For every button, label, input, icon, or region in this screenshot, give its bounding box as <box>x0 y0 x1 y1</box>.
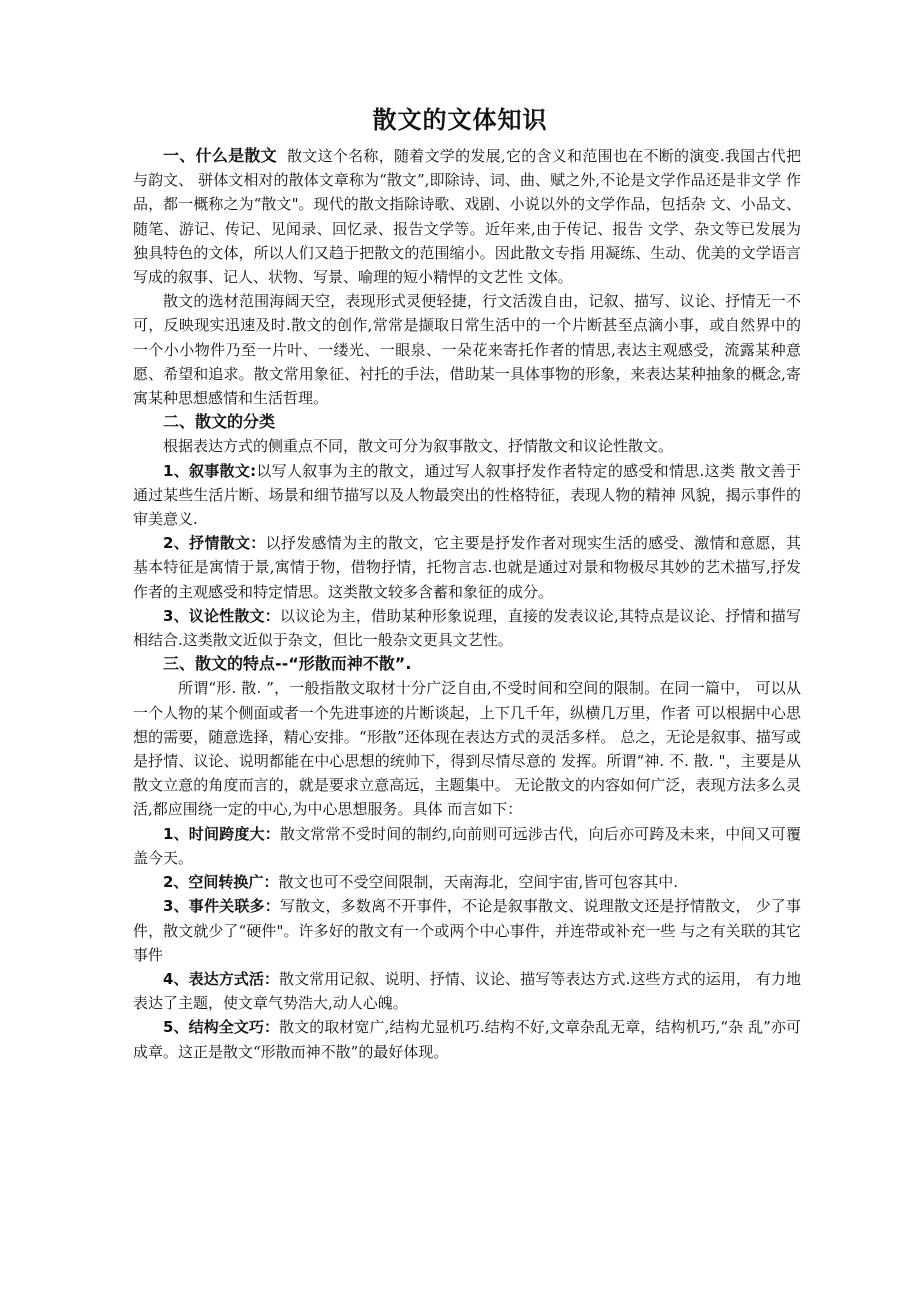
item-label: 2、抒情散文： <box>163 534 266 553</box>
item-label: 3、事件关联多： <box>163 897 280 916</box>
section-2-intro: 根据表达方式的侧重点不同，散文可分为叙事散文、抒情散文和议论性散文。 <box>163 437 674 456</box>
section-1-paragraph-1 <box>133 144 801 289</box>
section-3-item-4 <box>133 967 801 1015</box>
section-3-item-2 <box>133 870 801 894</box>
document-title: 散文的文体知识 <box>372 106 548 134</box>
section-1-text: 散文这个名称，随着文学的发展,它的含义和范围也在不断的演变.我国古代把与韵文、 骈体文相对的散体文章称为“散文”,即除诗、词、曲、赋之外,不论是文学作品还是非文学 作品，都一概称之为“散文"。现代的散文指除诗歌、戏剧、小说以外的文学作品，包括杂 文、小品文、随笔、游记、传记、见闻录、回忆录、报告文学等。近年来,由于传记、报告 文学、杂文等已发展为独具特色的文体，所以人们又趋于把散文的范围缩小。因此散文专指 用凝练、生动、优美的文学语言写成的叙事、记人、状物、写景、喻理的短小精悍的文艺性 文体。 <box>133 147 801 287</box>
item-text: 以写人叙事为主的散文，通过写人叙事抒发作者特定的感受和情思.这类 散文善于通过某些生活片断、场景和细节描写以及人物最突出的性格特征，表现人物的精神 风貌，揭示事件的审美意义. <box>133 461 802 529</box>
item-label: 4、表达方式活： <box>163 969 279 988</box>
item-label: 5、结构全文巧： <box>163 1018 280 1037</box>
item-text: 散文常用记叙、说明、抒情、议论、描写等表达方式.这些方式的运用， 有力地表达了主题，使文章气势浩大,动人心魄。 <box>133 969 801 1013</box>
section-1-heading: 一、什么是散文 <box>163 146 277 165</box>
item-text: 散文的取材宽广,结构尤显机巧.结构不好,文章杂乱无章，结构机巧,“杂 乱”亦可成章。这正是散文“形散而神不散”的最好体现。 <box>133 1018 801 1061</box>
section-2-item-3 <box>133 604 801 652</box>
section-2-item-1 <box>133 459 801 532</box>
item-text: 以议论为主，借助某种形象说理，直接的发表议论,其特点是议论、抒情和描写相结合.这类散文近似于杂文，但比一般杂文更具文艺性。 <box>133 606 801 650</box>
section-2-heading: 二、散文的分类 <box>163 412 276 432</box>
section-3-paragraph: 所谓“形. 散. ”，一般指散文取材十分广泛自由,不受时间和空间的限制。在同一篇中， 可以从一个人物的某个侧面或者一个先进事迹的片断谈起，上下几千年，纵横几万里，作者 可以根据中心思想的需要，随意选择，精心安排。“形散”还体现在表达方式的灵活多样。 总之，无论是叙事、描写或是抒情、议论、说明都能在中心思想的统帅下，得到尽情尽意的 发挥。所谓“神. 不. 散. "，主要是从散文立意的角度而言的，就是要求立意高远，主题集中。 无论散文的内容如何广泛，表现方法多么灵活,都应围绕一定的中心,为中心思想服务。具体 而言如下： <box>133 679 801 819</box>
item-text: 散文也可不受空间限制，天南海北，空间宇宙,皆可包容其中. <box>278 873 678 892</box>
section-3-item-5 <box>133 1015 801 1063</box>
item-label: 3、议论性散文： <box>163 606 280 625</box>
item-text: 散文常常不受时间的制约,向前则可远涉古代，向后亦可跨及未来，中间又可覆盖今天。 <box>133 824 801 867</box>
item-label: 1、时间跨度大： <box>163 824 280 843</box>
section-3-heading: 三、散文的特点--“形散而神不散”. <box>163 654 412 674</box>
section-2-item-2 <box>133 531 801 604</box>
section-3-item-3 <box>133 894 801 967</box>
document-body <box>133 144 801 1064</box>
section-3-item-1 <box>133 822 801 870</box>
item-text: 以抒发感情为主的散文，它主要是抒发作者对现实生活的感受、激情和意愿，其基本特征是寓情于景,寓情于物，借物抒情，托物言志.也就是通过对景和物极尽其妙的艺术描写,抒发作者的主观感受和特定情思。这类散文较多含蓄和象征的成分。 <box>133 534 801 601</box>
section-1-paragraph-2: 散文的选材范围海阔天空，表现形式灵便轻捷，行文活泼自由，记叙、描写、议论、抒情无一不可，反映现实迅速及时.散文的创作,常常是撷取日常生活中的一个片断甚至点滴小事，或自然界中的一个小小物件乃至一片叶、一缕光、一眼泉、一朵花来寄托作者的情思,表达主观感受，流露某种意愿、希望和追求。散文常用象征、衬托的手法，借助某一具体事物的形象，来表达某种抽象的概念,寄寓某种思想感情和生活哲理。 <box>133 292 801 408</box>
item-text: 写散文，多数离不开事件，不论是叙事散文、说理散文还是抒情散文， 少了事件，散文就少了“硬件"。许多好的散文有一个或两个中心事件，并连带或补充一些 与之有关联的其它事件 <box>133 897 801 964</box>
item-label: 1、叙事散文: <box>163 461 257 480</box>
item-label: 2、空间转换广： <box>163 873 279 892</box>
